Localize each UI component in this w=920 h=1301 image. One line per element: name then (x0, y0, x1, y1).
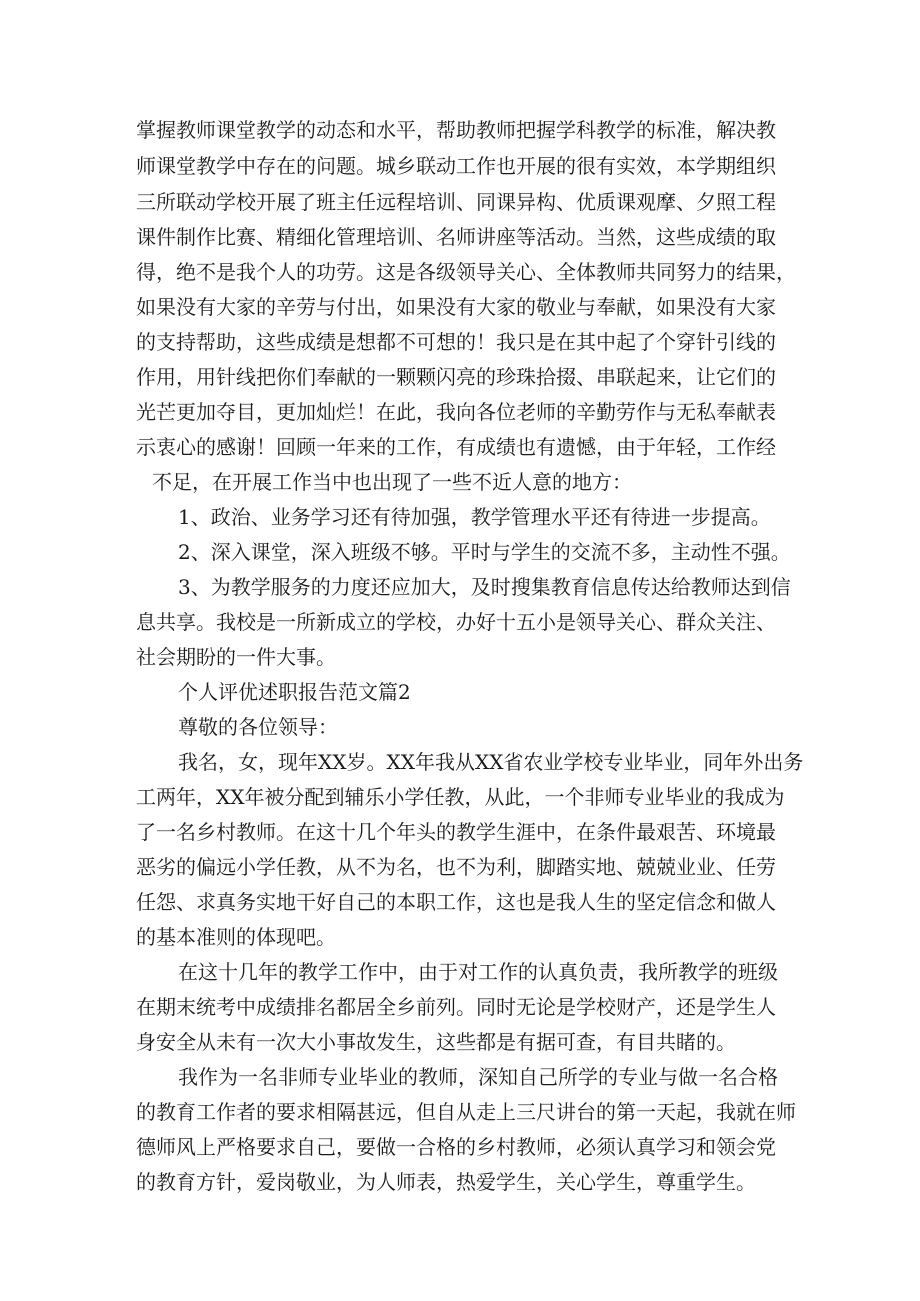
text-line: 师课堂教学中存在的问题。城乡联动工作也开展的很有实效，本学期组织 (136, 154, 776, 178)
text-line: 课件制作比赛、精细化管理培训、名师讲座等活动。当然，这些成绩的取 (136, 225, 776, 249)
text-line: 示衷心的感谢！回顾一年来的工作，有成绩也有遗憾，由于年轻，工作经 (136, 435, 776, 459)
text-line: 的支持帮助，这些成绩是想都不可想的！我只是在其中起了个穿针引线的 (136, 330, 776, 354)
text-line: 了一名乡村教师。在这十几个年头的教学生涯中，在条件最艰苦、环境最 (136, 820, 776, 844)
section-heading: 个人评优述职报告范文篇2 (178, 680, 411, 704)
text-line: 我作为一名非师专业毕业的教师，深知自己所学的专业与做一名合格 (178, 1065, 778, 1089)
text-line: 的教育方针，爱岗敬业，为人师表，热爱学生，关心学生，尊重学生。 (136, 1170, 756, 1194)
salutation: 尊敬的各位领导： (178, 715, 338, 739)
text-line: 社会期盼的一件大事。 (136, 645, 336, 669)
text-line: 在这十几年的教学工作中，由于对工作的认真负责，我所教学的班级 (178, 960, 778, 984)
list-item: 1、政治、业务学习还有待加强，教学管理水平还有待进一步提高。 (178, 505, 771, 529)
text-line: 光芒更加夺目，更加灿烂！在此，我向各位老师的辛勤劳作与无私奉献表 (136, 400, 776, 424)
text-line: 掌握教师课堂教学的动态和水平，帮助教师把握学科教学的标准，解决教 (136, 118, 776, 142)
text-line: 息共享。我校是一所新成立的学校，办好十五小是领导关心、群众关注、 (136, 610, 776, 634)
text-line: 作用，用针线把你们奉献的一颗颗闪亮的珍珠拾掇、串联起来，让它们的 (136, 365, 776, 389)
text-line: 在期末统考中成绩排名都居全乡前列。同时无论是学校财产，还是学生人 (136, 995, 776, 1019)
text-line: 不足，在开展工作当中也出现了一些不近人意的地方： (152, 470, 632, 494)
text-line: 的基本准则的体现吧。 (136, 925, 336, 949)
text-line: 恶劣的偏远小学任教，从不为名，也不为利，脚踏实地、兢兢业业、任劳 (136, 855, 776, 879)
list-item: 3、为教学服务的力度还应加大，及时搜集教育信息传达给教师达到信 (178, 575, 791, 599)
text-line: 如果没有大家的辛劳与付出，如果没有大家的敬业与奉献，如果没有大家 (136, 295, 776, 319)
text-line: 我名，女，现年XX岁。XX年我从XX省农业学校专业毕业，同年外出务 (178, 750, 804, 774)
list-item: 2、深入课堂，深入班级不够。平时与学生的交流不多，主动性不强。 (178, 540, 791, 564)
text-line: 三所联动学校开展了班主任远程培训、同课异构、优质课观摩、夕照工程 (136, 190, 776, 214)
text-line: 德师风上严格要求自己，要做一合格的乡村教师，必须认真学习和领会党 (136, 1135, 776, 1159)
text-line: 工两年，XX年被分配到辅乐小学任教，从此，一个非师专业毕业的我成为 (136, 785, 785, 809)
text-line: 得，绝不是我个人的功劳。这是各级领导关心、全体教师共同努力的结果， (136, 260, 796, 284)
text-line: 身安全从未有一次大小事故发生，这些都是有据可查，有目共睹的。 (136, 1030, 736, 1054)
text-line: 任怨、求真务实地干好自己的本职工作，这也是我人生的坚定信念和做人 (136, 890, 776, 914)
text-line: 的教育工作者的要求相隔甚远，但自从走上三尺讲台的第一天起，我就在师 (136, 1100, 796, 1124)
